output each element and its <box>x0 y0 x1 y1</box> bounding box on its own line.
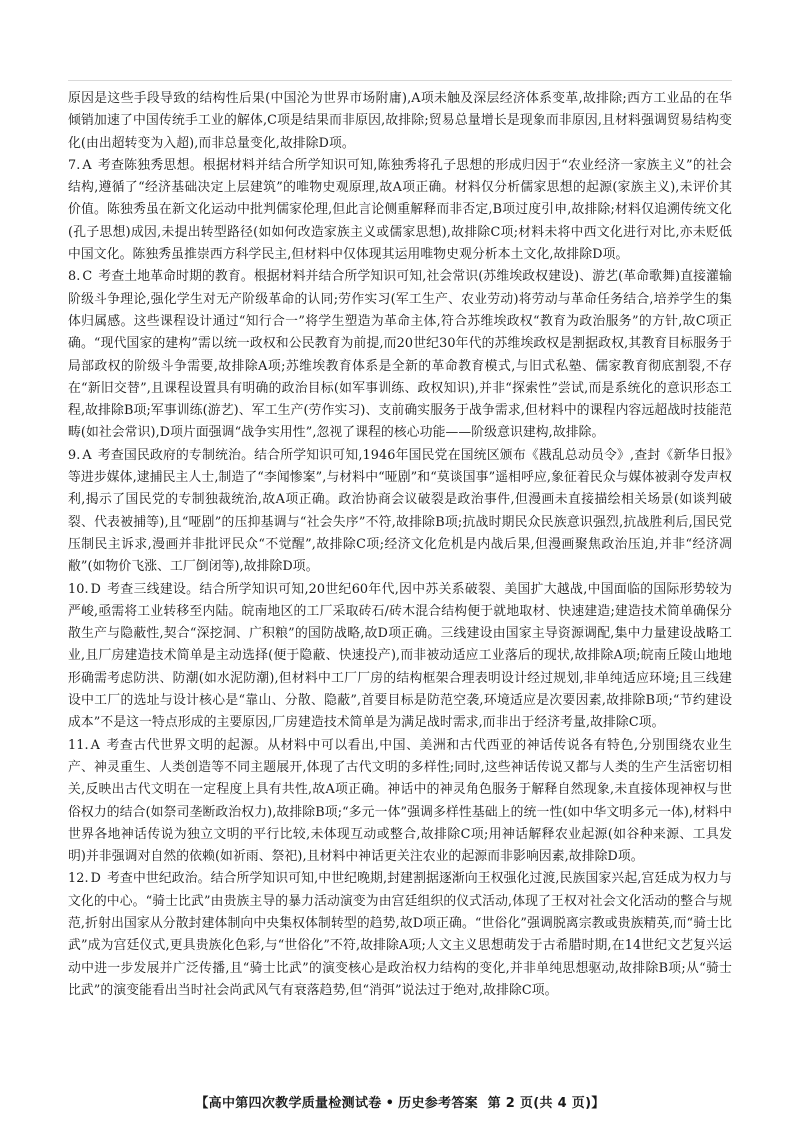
answer-item <box>68 445 732 579</box>
answer-item <box>68 155 732 266</box>
answer-letter: C <box>82 269 93 285</box>
answer-item <box>68 579 732 735</box>
header-rule <box>68 80 732 81</box>
question-number: 9. <box>68 447 81 463</box>
answer-item <box>68 868 732 1002</box>
explanation-text: 考查中世纪政治。结合所学知识可知,中世纪晚期,封建割据逐渐向王权强化过渡,民族国家兴起,宫廷成为权力与文化的中心。“骑士比武”由贵族主导的暴力活动演变为由宫廷组织的仪式活动,体现了王权对社会文化活动的整合与规范,折射出国家从分散封建体制向中央集权体制转型的趋势,故D项正确。“世俗化”强调脱离宗教或贵族精英,而“骑士比武”成为宫廷仪式,更具贵族化色彩,与“世俗化”不符,故排除A项;人文主义思想萌发于古希腊时期,在14世纪文艺复兴运动中进一步发展并广泛传播,且“骑士比武”的演变核心是政治权力结构的变化,并非单纯思想驱动,故排除B项;从“骑士比武”的演变能看出当时社会尚武风气有衰落趋势,但“消弭”说法过于绝对,故排除C项。 <box>68 871 732 998</box>
question-number: 12. <box>68 871 89 887</box>
question-number: 11. <box>68 737 89 753</box>
question-number: 8. <box>68 269 81 285</box>
question-number: 10. <box>68 581 89 597</box>
continued-paragraph: 原因是这些手段导致的结构性后果(中国沦为世界市场附庸),A项未触及深层经济体系变革,故排除;西方工业品的在华倾销加速了中国传统手工业的解体,C项是结果而非原因,故排除;贸易总量增长是现象而非原因,且材料强调贸易结构变化(由出超转变为入超),而非总量变化,故排除D项。 <box>68 91 732 151</box>
footer-bracket-close: 】 <box>591 1096 605 1111</box>
explanation-text: 考查古代世界文明的起源。从材料中可以看出,中国、美洲和古代西亚的神话传说各有特色,分别围绕农业生产、神灵重生、人类创造等不同主题展开,体现了古代文明的多样性;同时,这些神话传说又都与人类的生产生活密切相关,反映出古代文明在一定程度上具有共性,故A项正确。神话中的神灵角色服务于解释自然现象,未直接体现神权与世俗权力的结合(如祭司垄断政治权力),故排除B项;“多元一体”强调多样性基础上的统一性(如中华文明多元一体),材料中世界各地神话传说为独立文明的平行比较,未体现互动或整合,故排除C项;用神话解释农业起源(如谷种来源、工具发明)并非强调对自然的依赖(如祈雨、祭祀),且材料中神话更关注农业的起源而非影响因素,故排除D项。 <box>68 737 732 865</box>
answer-letter: A <box>82 157 92 173</box>
footer-subject: 历史参考答案 <box>398 1096 478 1111</box>
explanation-text: 考查陈独秀思想。根据材料并结合所学知识可知,陈独秀将孔子思想的形成归因于“农业经济一家族主义”的社会结构,遵循了“经济基础决定上层建筑”的唯物史观原理,故A项正确。材料仅分析儒家思想的起源(家族主义),未评价其价值。陈独秀虽在新文化运动中批判儒家伦理,但此言论侧重解释而非否定,B项过度引申,故排除;材料仅追溯传统文化(孔子思想)成因,未提出转型路径(如如何改造家族主义或儒家思想),故排除C项;材料未将中西文化进行对比,亦未贬低中国文化。陈独秀虽推崇西方科学民主,但材料中仅体现其运用唯物史观分析本土文化,故排除D项。 <box>68 157 732 263</box>
page-footer <box>0 1092 800 1111</box>
explanation-text: 考查土地革命时期的教育。根据材料并结合所学知识可知,社会常识(苏维埃政权建设)、游艺(革命歌舞)直接灌输阶级斗争理论,强化学生对无产阶级革命的认同;劳作实习(军工生产、农业劳动)将劳动与革命任务结合,培养学生的集体归属感。这些课程设计通过“知行合一”将学生塑造为革命主体,符合苏维埃政权“教育为政治服务”的方针,故C项正确。“现代国家的建构”需以统一政权和公民教育为前提,而20世纪30年代的苏维埃政权是割据政权,其教育目标服务于局部政权的阶级斗争需要,故排除A项;苏维埃教育体系是全新的革命教育模式,与旧式私塾、儒家教育彻底割裂,不存在“新旧交替”,且课程设置具有明确的政治目标(如军事训练、政权知识),并非“探索性”尝试,而是系统化的意识形态工程,故排除B项;军事训练(游艺)、军工生产(劳作实习)、支前确实服务于战争需求,但材料中的课程内容远超战时技能范畴(如社会常识),D项片面强调“战争实用性”,忽视了课程的核心功能——阶级意识建构,故排除。 <box>68 269 732 441</box>
answer-item <box>68 735 732 869</box>
answer-item <box>68 266 732 444</box>
footer-page-number: 第 2 页(共 4 页) <box>487 1096 592 1111</box>
footer-separator: • <box>385 1096 395 1111</box>
answer-letter: A <box>82 447 92 463</box>
footer-bracket-open: 【 <box>195 1096 209 1111</box>
answer-key-body <box>68 88 732 1002</box>
question-number: 7. <box>68 157 81 173</box>
answer-items-list <box>68 155 732 1002</box>
explanation-text: 考查三线建设。结合所学知识可知,20世纪60年代,因中苏关系破裂、美国扩大越战,中国面临的国际形势较为严峻,亟需将工业转移至内陆。皖南地区的工厂采取砖石/砖木混合结构便于就地取材、快速建造;建造技术简单确保分散生产与隐蔽性,契合“深挖洞、广积粮”的国防战略,故D项正确。三线建设由国家主导资源调配,集中力量建设战略工业,且厂房建造技术简单是主动选择(便于隐蔽、快速投产),而非被动适应工业落后的现状,故排除A项;皖南丘陵山地地形确需考虑防洪、防潮(如水泥防潮),但材料中工厂厂房的结构框架合理表明设计经过规划,非单纯适应环境;且三线建设中工厂的选址与设计核心是“靠山、分散、隐蔽”,首要目标是防范空袭,环境适应是次要因素,故排除B项;“节约建设成本”不是这一特点形成的主要原因,厂房建造技术简单是为满足战时需求,而非出于经济考量,故排除C项。 <box>68 581 732 731</box>
answer-letter: D <box>90 581 102 597</box>
explanation-text: 考查国民政府的专制统治。结合所学知识可知,1946年国民党在国统区颁布《戡乱总动员令》,查封《新华日报》等进步媒体,逮捕民主人士,制造了“李闻惨案”,与材料中“哑剧”和“莫谈国事”遥相呼应,象征着民众与媒体被剥夺发声权利,揭示了国民党的专制独裁统治,故A项正确。政治协商会议破裂是政治事件,但漫画未直接描绘相关场景(如谈判破裂、代表被捕等),且“哑剧”的压抑基调与“社会失序”不符,故排除B项;抗战时期民众民族意识强烈,抗战胜利后,国民党压制民主诉求,漫画并非批评民众“不觉醒”,故排除C项;经济文化危机是内战后果,但漫画聚焦政治压迫,并非“经济凋敝”(如物价飞涨、工厂倒闭等),故排除D项。 <box>68 447 732 575</box>
answer-letter: A <box>90 737 100 753</box>
answer-letter: D <box>90 871 102 887</box>
footer-exam-title: 高中第四次教学质量检测试卷 <box>208 1096 382 1111</box>
